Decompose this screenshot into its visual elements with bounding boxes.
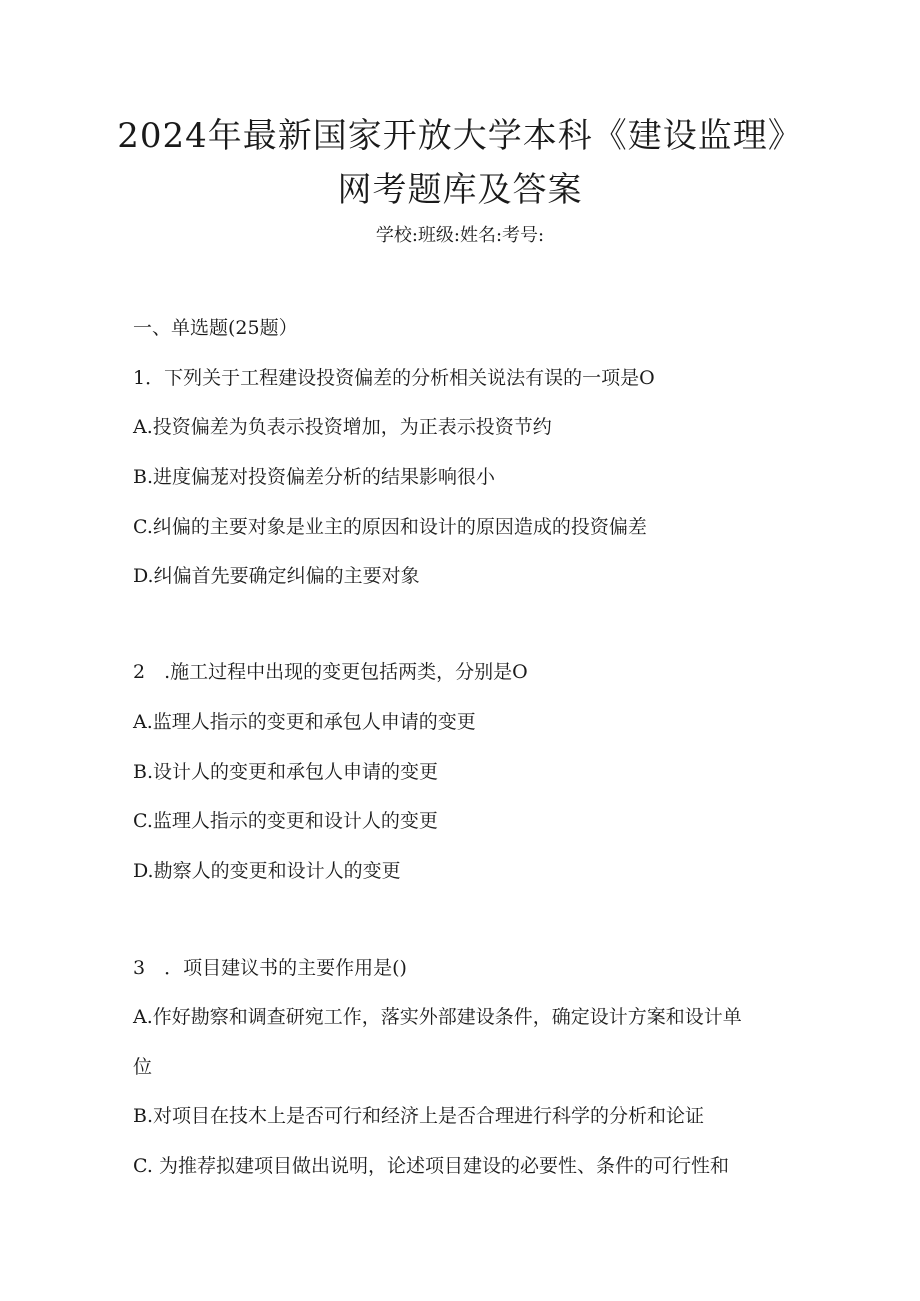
- question-1-option-c: C.纠偏的主要对象是业主的原因和设计的原因造成的投资偏差: [133, 516, 647, 538]
- document-title-line-1: 2024年最新国家开放大学本科《建设监理》: [117, 116, 803, 156]
- question-1-option-d: D.纠偏首先要确定纠偏的主要对象: [133, 565, 420, 587]
- question-2-option-b: B.设计人的变更和承包人申请的变更: [133, 761, 439, 783]
- question-1-option-b: B.进度偏茏对投资偏差分析的结果影响很小: [133, 466, 496, 488]
- question-1-stem: 1．下列关于工程建设投资偏差的分析相关说法有误的一项是O: [133, 367, 655, 389]
- question-3-option-a: A.作好勘察和调查研宛工作，落实外部建设条件，确定设计方案和设计单: [133, 1006, 742, 1028]
- question-3-stem: 3 ．项目建议书的主要作用是(): [133, 957, 407, 979]
- student-info-line: 学校:班级:姓名:考号:: [375, 225, 545, 246]
- question-3-option-b: B.对项目在技木上是否可行和经济上是否合理进行科学的分析和论证: [133, 1105, 705, 1127]
- question-2-option-a: A.监理人指示的变更和承包人申请的变更: [133, 711, 476, 733]
- document-title-line-2: 网考题库及答案: [337, 170, 583, 210]
- question-3-option-c: C. 为推荐拟建项目做出说明，论述项目建设的必要性、条件的可行性和: [133, 1155, 729, 1177]
- question-1-option-a: A.投资偏差为负表示投资增加，为正表示投资节约: [133, 416, 552, 438]
- question-2-option-d: D.勘察人的变更和设计人的变更: [133, 860, 401, 882]
- question-2-stem: 2 .施工过程中出现的变更包括两类，分别是O: [133, 661, 528, 683]
- question-3-option-a-continued: 位: [133, 1056, 153, 1078]
- question-2-option-c: C.监理人指示的变更和设计人的变更: [133, 810, 438, 832]
- section-heading: 一、单选题(25题）: [133, 317, 298, 339]
